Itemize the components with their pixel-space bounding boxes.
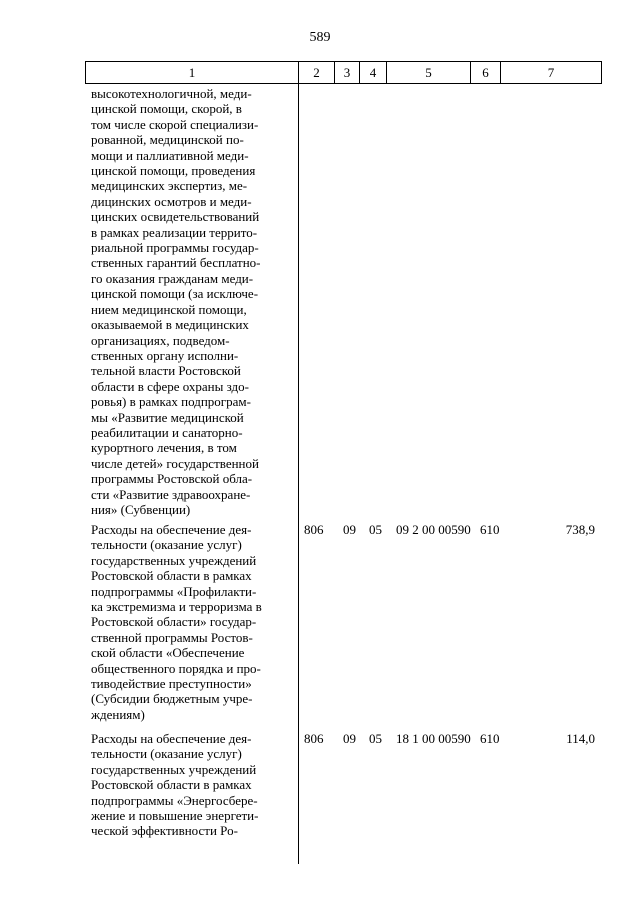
row-code-target: 18 1 00 00590	[396, 731, 471, 746]
row-code-section: 09	[343, 731, 356, 746]
header-col-7: 7	[501, 62, 602, 84]
column-divider	[298, 84, 299, 864]
header-col-1: 1	[86, 62, 299, 84]
row-description: Расходы на обеспечение дея- тельности (оказание услуг) государственных учреждений Ростовской области в рамках подпрограммы «Профилакти- ка экстремизма и терроризма в Ростовской области» государ- ственной программы Ростов- ской области «Обеспечение общественного порядка и про- тиводействие преступности» (Субсидии бюджетным учре- ждениям)	[91, 522, 262, 722]
row-code-admin: 806	[304, 522, 324, 537]
row-code-expense-type: 610	[480, 731, 500, 746]
row-code-expense-type: 610	[480, 522, 500, 537]
header-col-5: 5	[387, 62, 471, 84]
row-code-target: 09 2 00 00590	[396, 522, 471, 537]
row-amount: 114,0	[566, 731, 595, 746]
row-code-subsection: 05	[369, 731, 382, 746]
row-code-section: 09	[343, 522, 356, 537]
page-number: 589	[309, 30, 331, 45]
header-col-6: 6	[471, 62, 501, 84]
row-description: Расходы на обеспечение дея- тельности (оказание услуг) государственных учреждений Ростовской области в рамках подпрограммы «Энергосбере- жение и повышение энергети- ческой эффективности Ро-	[91, 731, 259, 839]
row-code-subsection: 05	[369, 522, 382, 537]
row-code-admin: 806	[304, 731, 324, 746]
header-col-2: 2	[299, 62, 335, 84]
header-col-4: 4	[360, 62, 387, 84]
table-header	[85, 61, 602, 84]
header-col-3: 3	[335, 62, 360, 84]
row-description: высокотехнологичной, меди- цинской помощи, скорой, в том числе скорой специализи- рованной, медицинской по- мощи и паллиативной меди- цинской помощи, проведения медицинских экспертиз, ме- дицинских осмотров и меди- цинских освидетельствований в рамках реализации террито- риальной программы государ- ственных гарантий бесплатно- го оказания гражданам меди- цинской помощи (за исключе- нием медицинской помощи, оказываемой в медицинских организациях, подведом- ственных органу исполни- тельной власти Ростовской области в сфере охраны здо- ровья) в рамках подпрограм- мы «Развитие медицинской реабилитации и санаторно- курортного лечения, в том числе детей» государственной программы Ростовской обла- сти «Развитие здравоохране- ния» (Субвенции)	[91, 86, 261, 517]
header-row	[86, 62, 602, 84]
row-amount: 738,9	[565, 522, 595, 537]
table-body	[85, 84, 601, 864]
